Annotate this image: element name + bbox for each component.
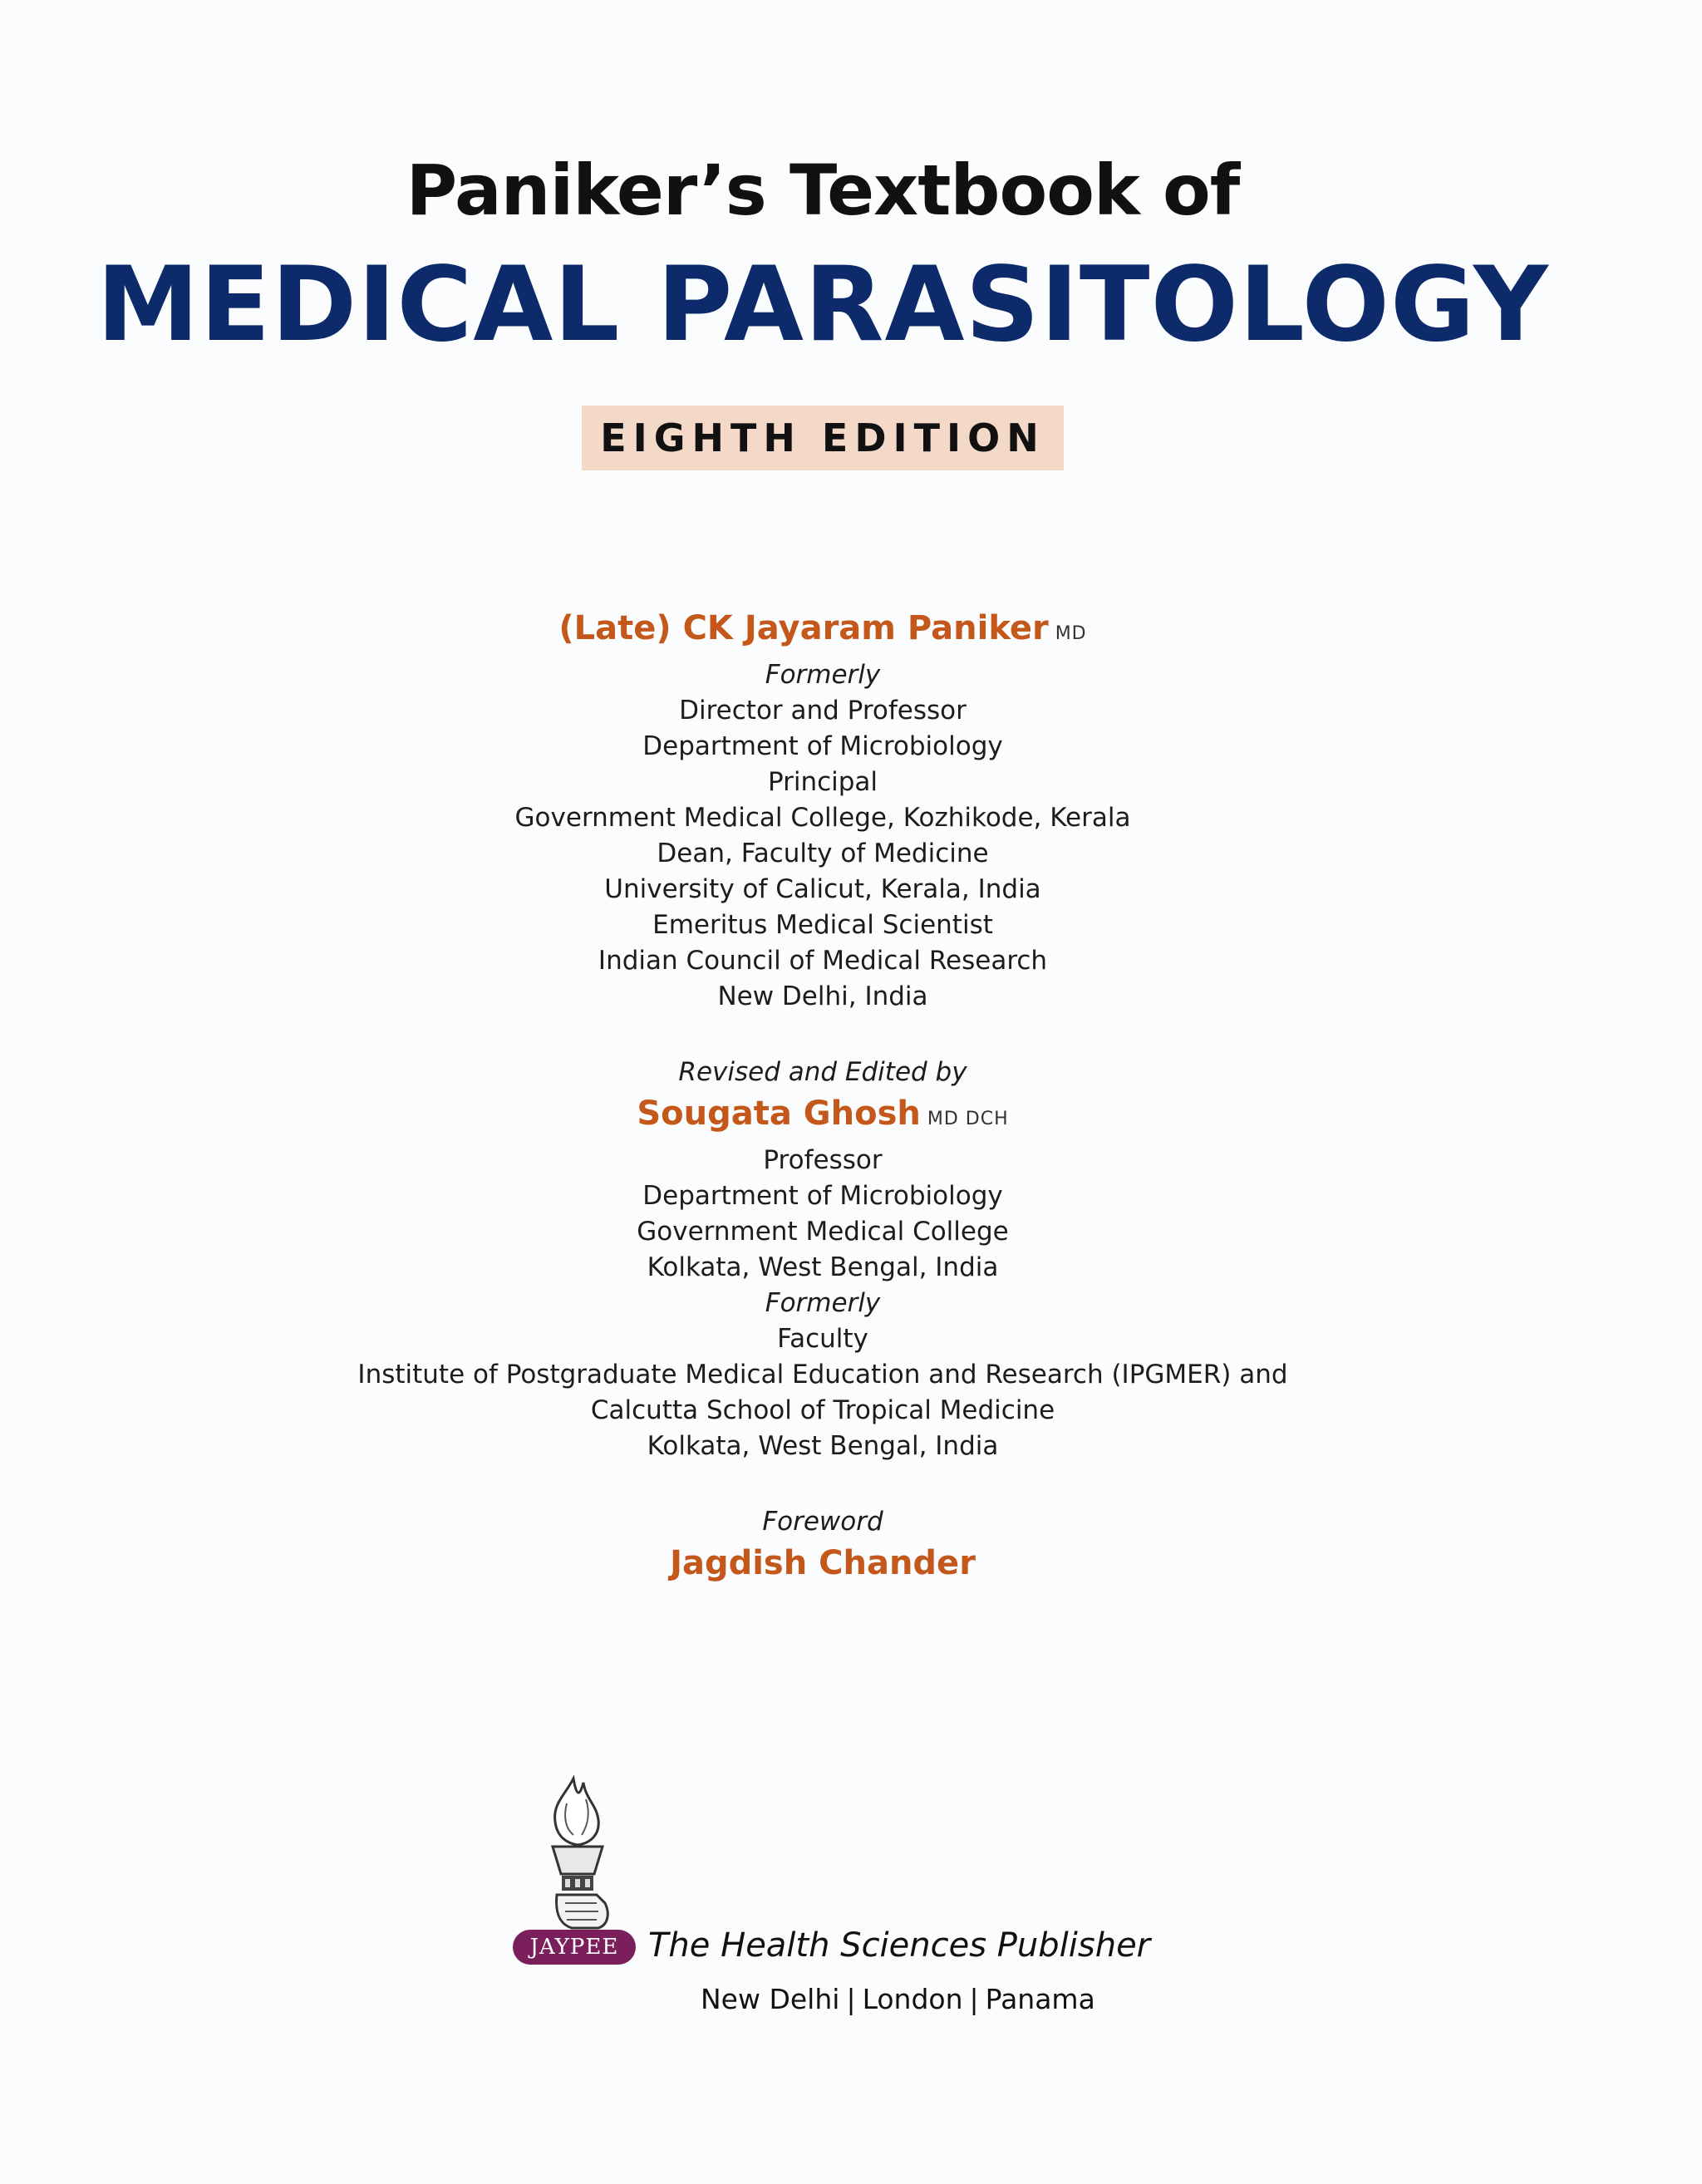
- editor-degree: MD DCH: [927, 1109, 1009, 1129]
- editor-former-line: Institute of Postgraduate Medical Education and Research (IPGMER) and: [357, 1360, 1288, 1390]
- editor-affiliation-line: Kolkata, West Bengal, India: [647, 1252, 999, 1282]
- author-affiliation-line: Government Medical College, Kozhikode, Kerala: [514, 803, 1131, 833]
- edition-label: EIGHTH EDITION: [582, 406, 1064, 470]
- author-affiliation-line: New Delhi, India: [717, 981, 928, 1011]
- author-affiliation-line: Indian Council of Medical Research: [598, 946, 1048, 976]
- author-affiliation-line: Principal: [767, 767, 878, 797]
- author-name: (Late) CK Jayaram Paniker: [558, 609, 1049, 647]
- author-affiliation-line: University of Calicut, Kerala, India: [604, 874, 1041, 904]
- foreword-name: Jagdish Chander: [670, 1544, 976, 1582]
- divider: |: [846, 1983, 856, 2015]
- editor-former-line: Calcutta School of Tropical Medicine: [590, 1395, 1055, 1425]
- author-affiliation-line: Dean, Faculty of Medicine: [657, 839, 989, 868]
- book-subtitle: Paniker’s Textbook of: [406, 150, 1240, 231]
- spacer: [0, 1015, 1645, 1055]
- location-panama: Panama: [985, 1983, 1095, 2015]
- edition-banner: [0, 406, 1645, 470]
- editor-affiliation-line: Department of Microbiology: [642, 1181, 1003, 1211]
- publisher-badge: JAYPEE: [513, 1930, 636, 1965]
- author-affiliation-line: Department of Microbiology: [642, 731, 1003, 761]
- editor-former-line: Faculty: [777, 1324, 868, 1354]
- publisher-tagline: The Health Sciences Publisher: [648, 1926, 1151, 1965]
- author-affiliation-line: Director and Professor: [679, 696, 967, 726]
- location-new-delhi: New Delhi: [701, 1983, 840, 2015]
- author-affiliation-line: Emeritus Medical Scientist: [652, 910, 993, 940]
- publisher-locations: [701, 1983, 1095, 2015]
- divider: |: [969, 1983, 979, 2015]
- editor-formerly: Formerly: [765, 1288, 881, 1318]
- credits-block: [0, 605, 1645, 1586]
- editor-name-line: [0, 1090, 1645, 1143]
- author-formerly: Formerly: [765, 660, 881, 690]
- editor-affiliation-line: Government Medical College: [637, 1217, 1009, 1247]
- editor-former-line: Kolkata, West Bengal, India: [647, 1431, 999, 1461]
- foreword-heading: Foreword: [762, 1507, 883, 1537]
- author-degree: MD: [1055, 623, 1087, 644]
- spacer: [0, 1464, 1645, 1504]
- editor-heading: Revised and Edited by: [678, 1057, 967, 1087]
- editor-name: Sougata Ghosh: [637, 1094, 921, 1133]
- author-name-line: [0, 605, 1645, 657]
- editor-affiliation-line: Professor: [763, 1145, 883, 1175]
- book-title: MEDICAL PARASITOLOGY: [96, 245, 1549, 365]
- location-london: London: [862, 1983, 963, 2015]
